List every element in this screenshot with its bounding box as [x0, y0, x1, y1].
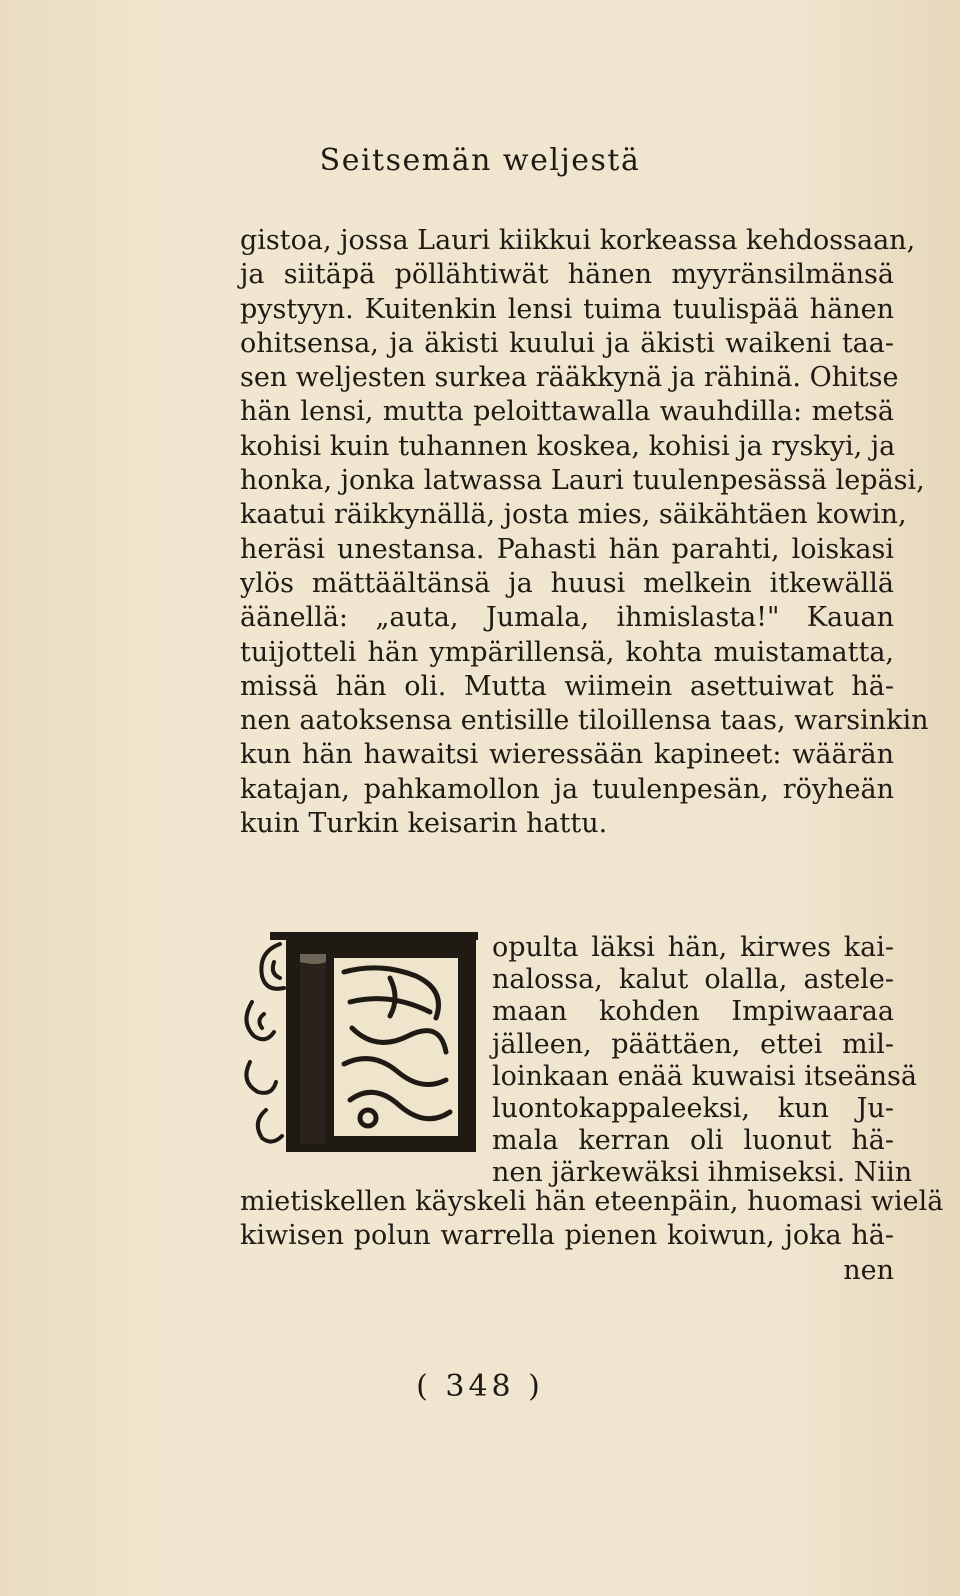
text-line: missä hän oli. Mutta wiimein asettuiwat hä- — [240, 670, 894, 702]
running-head: Seitsemän weljestä — [319, 143, 641, 178]
catchword: nen — [843, 1254, 894, 1286]
text-line: nen aatoksensa entisille tiloillensa taas, warsinkin — [240, 705, 929, 737]
text-line: ohitsensa, ja äkisti kuului ja äkisti waikeni taa- — [240, 327, 894, 359]
text-line: katajan, pahkamollon ja tuulenpesän, röyheän — [240, 773, 894, 805]
paragraph-2-lines-beside-initial — [492, 932, 918, 1190]
text-line: kiwisen polun warrella pienen koiwun, joka hä- — [240, 1220, 894, 1252]
text-line: opulta läksi hän, kirwes kai- — [492, 932, 894, 963]
text-line: mietiskellen käyskeli hän eteenpäin, huomasi wielä — [240, 1186, 944, 1217]
paragraph-1 — [240, 224, 929, 841]
text-line: kuin Turkin keisarin hattu. — [240, 808, 608, 840]
text-line: nen järkewäksi ihmiseksi. Niin — [492, 1157, 913, 1189]
text-line: äänellä: „auta, Jumala, ihmislasta!" Kauan — [240, 602, 894, 634]
text-line: ylös mättäältänsä ja huusi melkein itkewällä — [240, 567, 894, 599]
text-line: heräsi unestansa. Pahasti hän parahti, loiskasi — [240, 533, 894, 565]
text-line: sen weljesten surkea rääkkynä ja rähinä. Ohitse — [240, 362, 899, 394]
text-line: loinkaan enää kuwaisi itseänsä — [492, 1060, 918, 1092]
text-line: pystyyn. Kuitenkin lensi tuima tuulispää hänen — [240, 293, 894, 325]
text-line: kohisi kuin tuhannen koskea, kohisi ja ryskyi, ja — [240, 430, 896, 462]
text-line: hän lensi, mutta peloittawalla wauhdilla: metsä — [240, 396, 894, 428]
text-line: kaatui räikkynällä, josta mies, säikähtäen kowin, — [240, 499, 907, 531]
text-line: tuijotteli hän ympärillensä, kohta muistamatta, — [240, 636, 894, 668]
text-line: mala kerran oli luonut hä- — [492, 1125, 894, 1157]
text-line: jälleen, päättäen, ettei mil- — [492, 1028, 894, 1060]
text-line: honka, jonka latwassa Lauri tuulenpesässä lepäsi, — [240, 465, 925, 497]
text-line: maan kohden Impiwaaraa — [492, 996, 894, 1028]
ornamental-drop-cap-t — [240, 932, 478, 1158]
paragraph-2-continued — [240, 1185, 944, 1288]
text-line: nalossa, kalut olalla, astele- — [492, 964, 894, 996]
text-line: luontokappaleeksi, kun Ju- — [492, 1092, 894, 1124]
text-line: kun hän hawaitsi wieressään kapineet: wäärän — [240, 739, 894, 771]
text-line: ja siitäpä pöllähtiwät hänen myyränsilmänsä — [240, 259, 894, 291]
page-number: ( 348 ) — [416, 1369, 544, 1404]
text-line: gistoa, jossa Lauri kiikkui korkeassa kehdossaan, — [240, 225, 916, 256]
